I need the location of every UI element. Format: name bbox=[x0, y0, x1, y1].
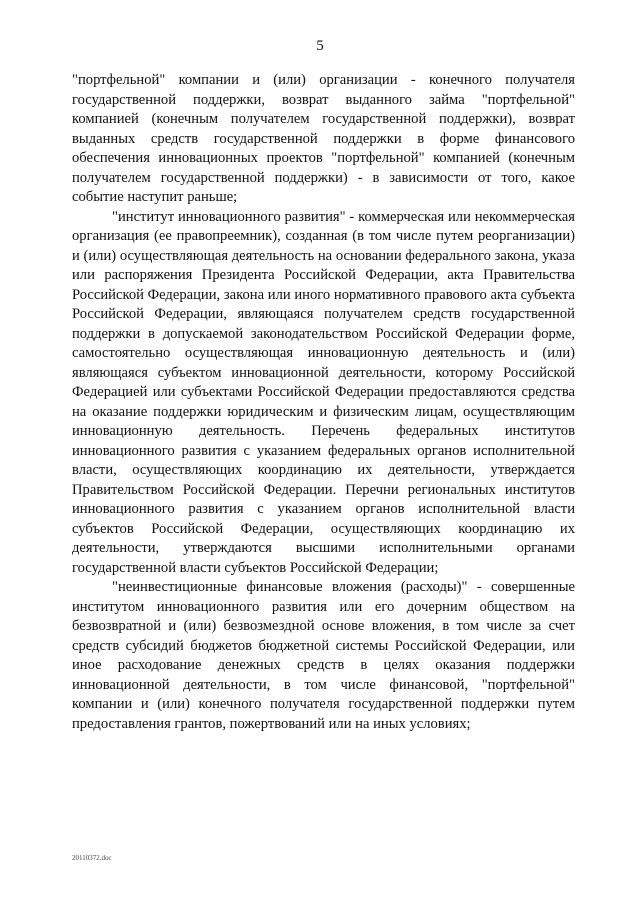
document-body bbox=[72, 71, 575, 734]
paragraph-innovation-institute-definition: "институт инновационного развития" - коммерческая или некоммерческая организация (ее правопреемник), созданная (в том числе путем реорганизации) и (или) осуществляющая деятельность на основании федерального закона, указа или распоряжения Президента Российской Федерации, акта Правительства Российской Федерации, закона или иного нормативного правового акта субъекта Российской Федерации, являющаяся получателем средств государственной поддержки в допускаемой законодательством Российской Федерации форме, самостоятельно осуществляющая инновационную деятельность и (или) являющаяся субъектом инновационной деятельности, которому Российской Федерацией или субъектами Российской Федерации предоставляются средства на оказание поддержки юридическим и физическим лицам, осуществляющим инновационную деятельность. Перечень федеральных институтов инновационного развития с указанием федеральных органов исполнительной власти, осуществляющих координацию их деятельности, утверждается Правительством Российской Федерации. Перечни региональных институтов инновационного развития с указанием органов исполнительной власти субъектов Российской Федерации, осуществляющих координацию их деятельности, утверждаются высшими исполнительными органами государственной власти субъектов Российской Федерации; bbox=[72, 208, 575, 576]
paragraph-non-investment-definition: "неинвестиционные финансовые вложения (расходы)" - совершенные институтом инновационного развития или его дочерним обществом на безвозвратной и (или) безвозмездной основе вложения, в том числе за счет средств субсидий бюджетов бюджетной системы Российской Федерации, или иное расходование денежных средств в целях оказания поддержки инновационной деятельности, в том числе финансовой, "портфельной" компании и (или) конечного получателя государственной поддержки путем предоставления грантов, пожертвований или на иных условиях; bbox=[72, 579, 575, 732]
page-number: 5 bbox=[316, 38, 324, 54]
paragraph-continuation: "портфельной" компании и (или) организации - конечного получателя государственной поддержки, возврат выданного займа "портфельной" компанией (конечным получателем государственной поддержки), возврат выданных средств государственной поддержки в форме финансового обеспечения инновационных проектов "портфельной" компанией (конечным получателем государственной поддержки) - в зависимости от того, какое событие наступит раньше; bbox=[72, 72, 575, 205]
document-file-code: 20110372.doc bbox=[72, 854, 112, 862]
